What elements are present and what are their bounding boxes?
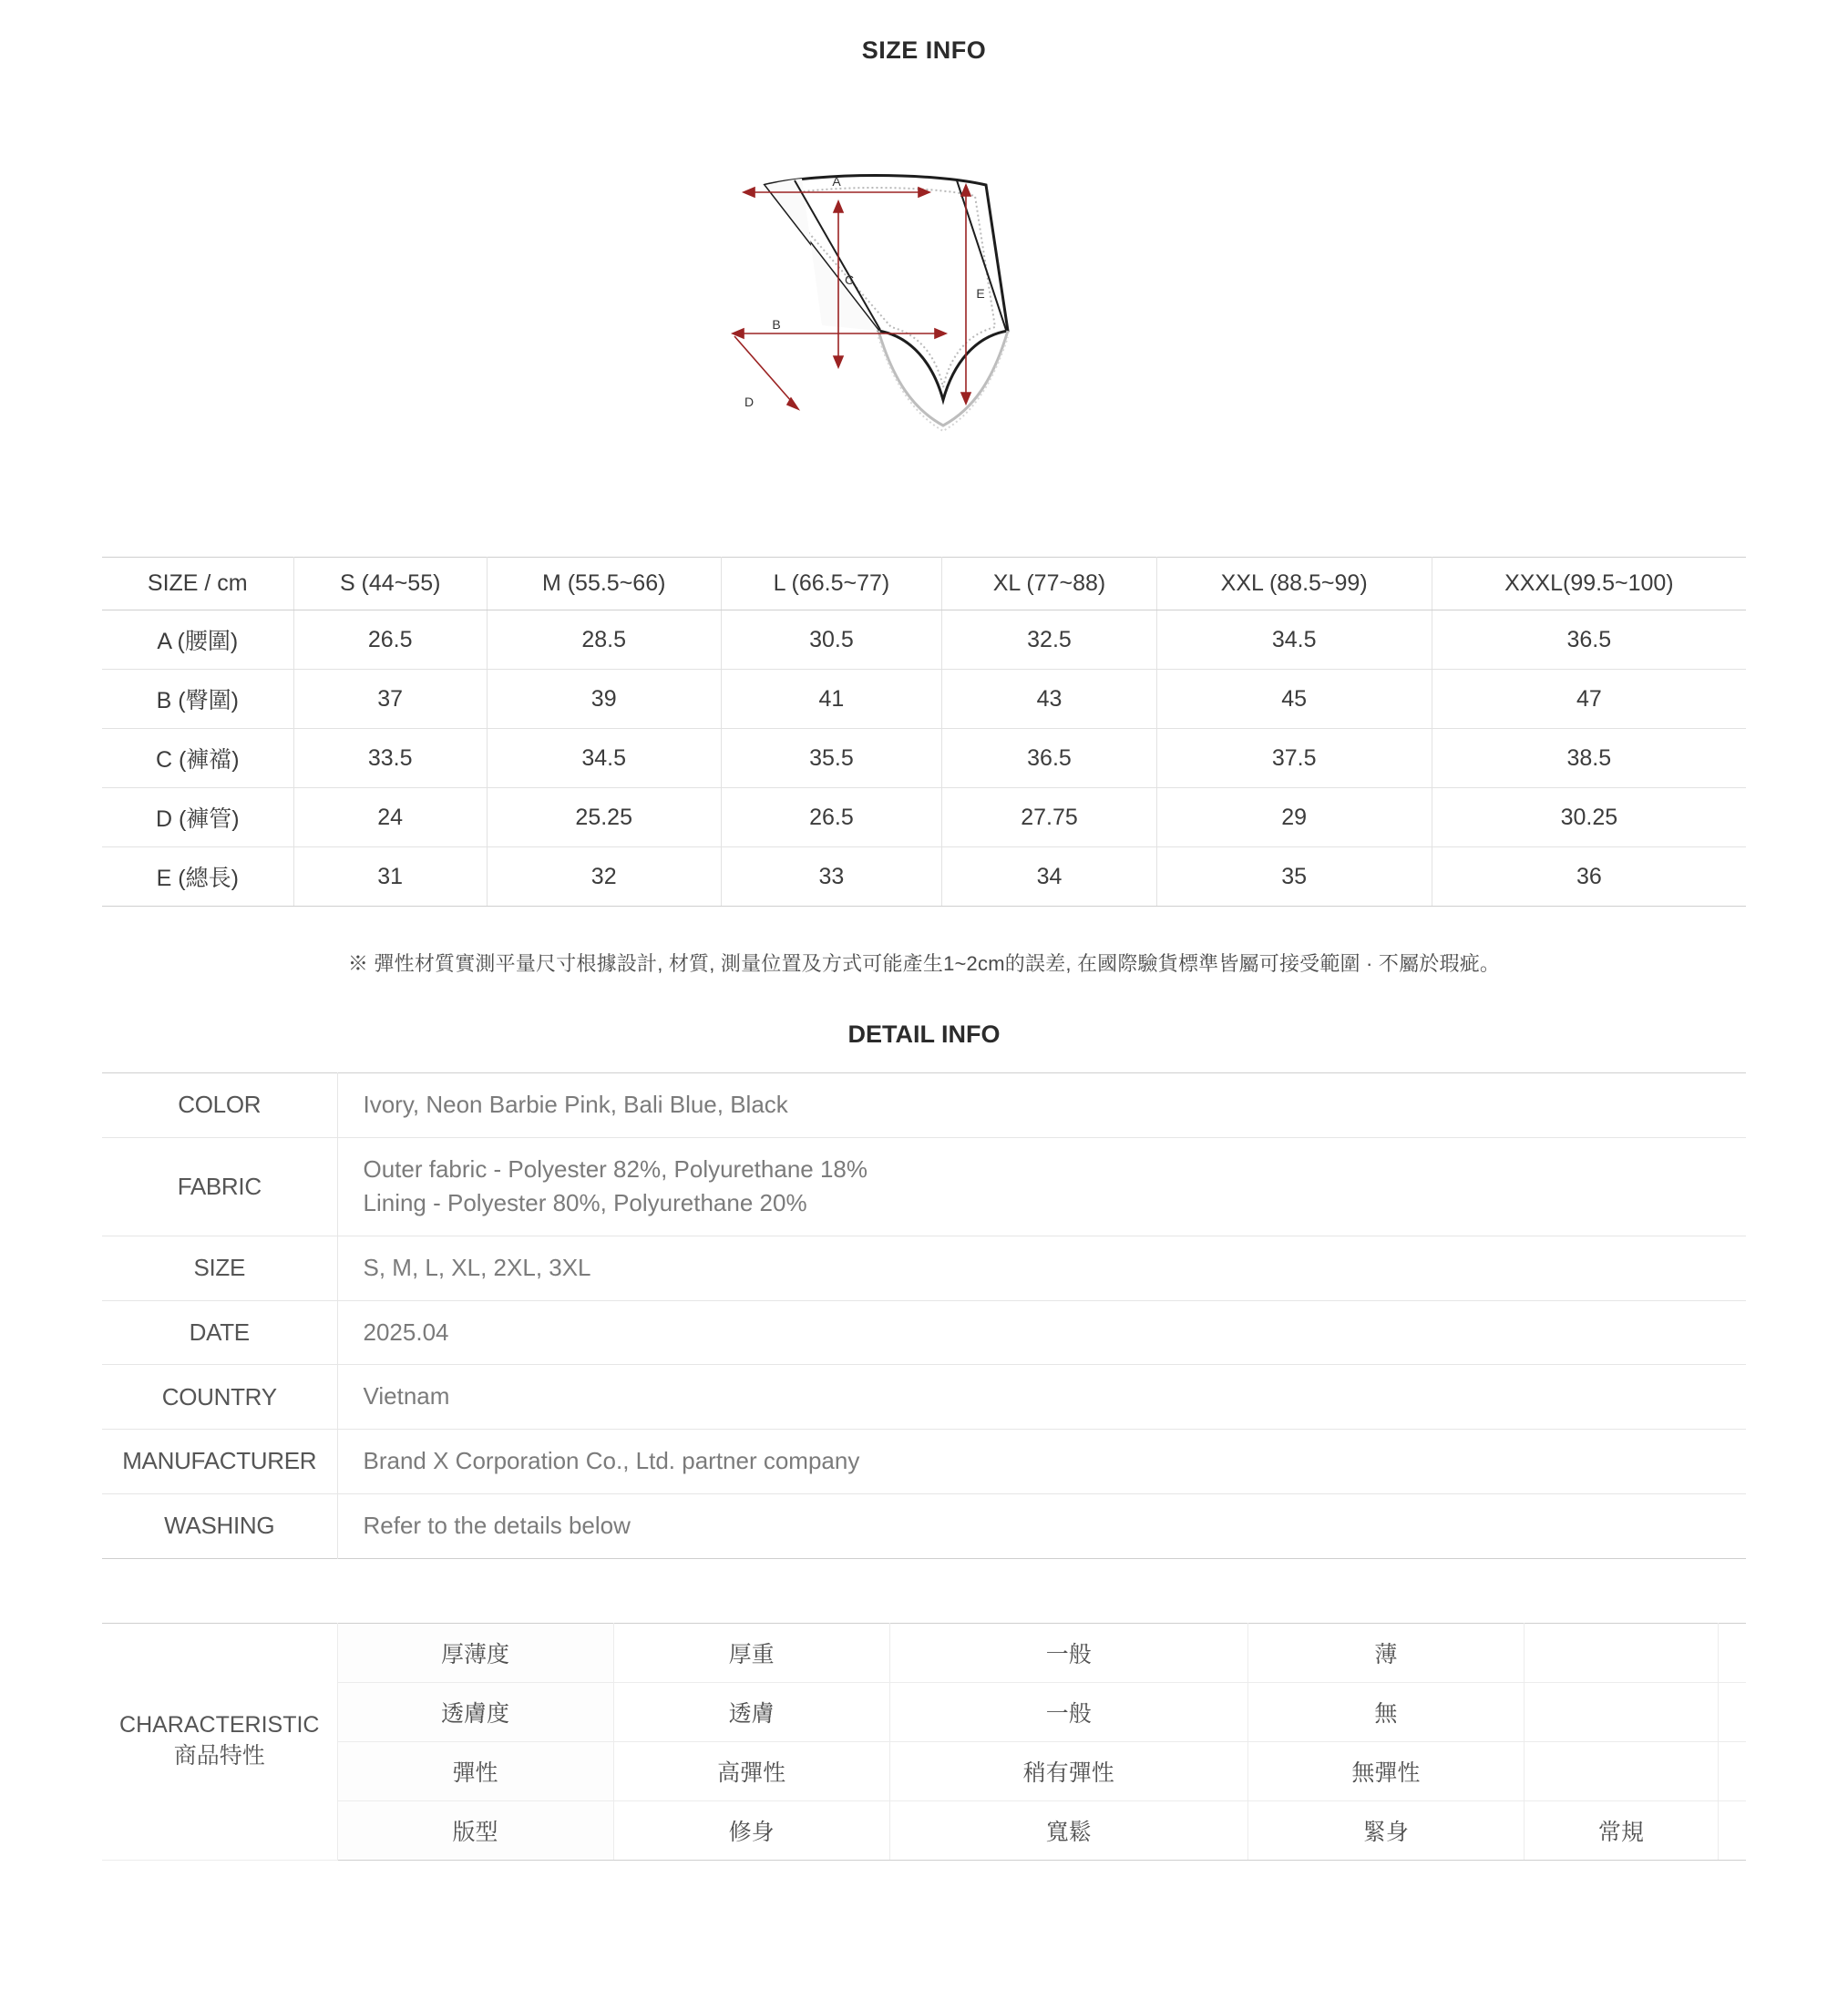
size-cell: 43 [942,670,1156,729]
size-row-label: A (腰圍) [102,610,293,670]
garment-measurement-diagram [0,165,1848,502]
detail-label: COLOR [102,1073,337,1138]
size-cell: 33.5 [293,729,487,788]
size-table-header-row [102,558,1746,610]
characteristic-zone [102,1623,1746,1861]
detail-label: FABRIC [102,1137,337,1236]
size-cell: 32 [487,847,721,907]
detail-value: Vietnam [363,1382,450,1410]
characteristic-option: 修身 [613,1800,889,1860]
table-row [102,1741,1746,1800]
characteristic-option [1718,1800,1746,1860]
table-row [102,1800,1746,1860]
characteristic-option: 薄 [1247,1623,1524,1682]
size-cell: 36 [1432,847,1746,907]
detail-info-table [102,1072,1746,1559]
size-cell: 37.5 [1156,729,1432,788]
characteristic-row-name: 版型 [337,1800,613,1860]
diagram-label-d: D [744,395,755,409]
size-table-zone [0,557,1848,1943]
table-row [102,1365,1746,1430]
table-row [102,1682,1746,1741]
table-row [102,788,1746,847]
size-cell: 36.5 [1432,610,1746,670]
characteristic-row-name: 透膚度 [337,1682,613,1741]
size-cell: 39 [487,670,721,729]
characteristic-option [1718,1682,1746,1741]
detail-value: Outer fabric - Polyester 82%, Polyurethane 18% Lining - Polyester 80%, Polyurethane 20% [363,1154,868,1217]
detail-info-title: DETAIL INFO [847,1021,1001,1048]
characteristic-option [1718,1623,1746,1682]
size-info-page [0,36,1848,1943]
size-cell: 26.5 [293,610,487,670]
characteristic-option [1524,1623,1718,1682]
size-cell: 30.5 [721,610,942,670]
size-table-header-cell: SIZE / cm [102,558,293,610]
diagram-label-c: C [844,272,855,287]
detail-value: 2025.04 [363,1318,449,1346]
size-cell: 25.25 [487,788,721,847]
characteristic-option: 一般 [889,1623,1247,1682]
characteristic-option [1524,1682,1718,1741]
size-cell: 34.5 [487,729,721,788]
characteristic-option: 常規 [1524,1800,1718,1860]
size-info-title: SIZE INFO [861,36,987,64]
table-row [102,1300,1746,1365]
size-cell: 34 [942,847,1156,907]
characteristic-option: 透膚 [613,1682,889,1741]
characteristic-option: 高彈性 [613,1741,889,1800]
table-row [102,610,1746,670]
size-cell: 28.5 [487,610,721,670]
size-table-header-cell: XXXL(99.5~100) [1432,558,1746,610]
characteristic-table [102,1623,1746,1861]
size-cell: 41 [721,670,942,729]
size-cell: 27.75 [942,788,1156,847]
characteristic-label-en: CHARACTERISTIC [119,1712,320,1739]
table-row [102,729,1746,788]
size-cell: 36.5 [942,729,1156,788]
detail-label: MANUFACTURER [102,1430,337,1494]
size-row-label: D (褲管) [102,788,293,847]
panty-diagram-svg [714,165,1134,502]
size-cell: 26.5 [721,788,942,847]
characteristic-label [102,1623,337,1860]
diagram-label-b: B [772,317,781,332]
diagram-label-e: E [976,286,985,301]
size-cell: 35 [1156,847,1432,907]
table-row [102,1073,1746,1138]
characteristic-option: 寬鬆 [889,1800,1247,1860]
size-cell: 29 [1156,788,1432,847]
size-table-header-cell: L (66.5~77) [721,558,942,610]
characteristic-option [1524,1741,1718,1800]
size-cell: 38.5 [1432,729,1746,788]
table-row [102,670,1746,729]
detail-value: Brand X Corporation Co., Ltd. partner company [363,1447,860,1475]
size-cell: 35.5 [721,729,942,788]
table-row [102,847,1746,907]
characteristic-option: 無 [1247,1682,1524,1741]
table-row [102,1236,1746,1301]
size-table-header-cell: S (44~55) [293,558,487,610]
characteristic-option: 無彈性 [1247,1741,1524,1800]
characteristic-option: 稍有彈性 [889,1741,1247,1800]
table-row [102,1493,1746,1558]
table-row [102,1623,1746,1682]
size-cell: 37 [293,670,487,729]
size-cell: 45 [1156,670,1432,729]
size-cell: 32.5 [942,610,1156,670]
size-row-label: B (臀圍) [102,670,293,729]
characteristic-option: 緊身 [1247,1800,1524,1860]
size-cell: 47 [1432,670,1746,729]
size-table [102,557,1746,907]
characteristic-option: 厚重 [613,1623,889,1682]
characteristic-option [1718,1741,1746,1800]
size-cell: 31 [293,847,487,907]
detail-label: SIZE [102,1236,337,1301]
characteristic-row-name: 厚薄度 [337,1623,613,1682]
size-table-header-cell: XXL (88.5~99) [1156,558,1432,610]
table-row [102,1430,1746,1494]
diagram-label-a: A [832,174,841,189]
size-row-label: C (褲襠) [102,729,293,788]
size-cell: 33 [721,847,942,907]
size-table-header-cell: M (55.5~66) [487,558,721,610]
size-cell: 30.25 [1432,788,1746,847]
detail-label: WASHING [102,1493,337,1558]
size-table-header-cell: XL (77~88) [942,558,1156,610]
detail-label: DATE [102,1300,337,1365]
size-cell: 24 [293,788,487,847]
characteristic-option: 一般 [889,1682,1247,1741]
bottom-spacer [102,1861,1746,1943]
size-cell: 34.5 [1156,610,1432,670]
detail-value: Refer to the details below [363,1511,631,1539]
characteristic-row-name: 彈性 [337,1741,613,1800]
characteristic-label-zh: 商品特性 [173,1743,265,1769]
table-row [102,1137,1746,1236]
detail-label: COUNTRY [102,1365,337,1430]
size-row-label: E (總長) [102,847,293,907]
detail-value: S, M, L, XL, 2XL, 3XL [363,1254,591,1282]
size-note: ※ 彈性材質實測平量尺寸根據設計, 材質, 測量位置及方式可能產生1~2cm的誤差, 在國際驗貨標準皆屬可接受範圍 · 不屬於瑕疵。 [347,952,1501,975]
detail-value: Ivory, Neon Barbie Pink, Bali Blue, Black [363,1091,788,1118]
